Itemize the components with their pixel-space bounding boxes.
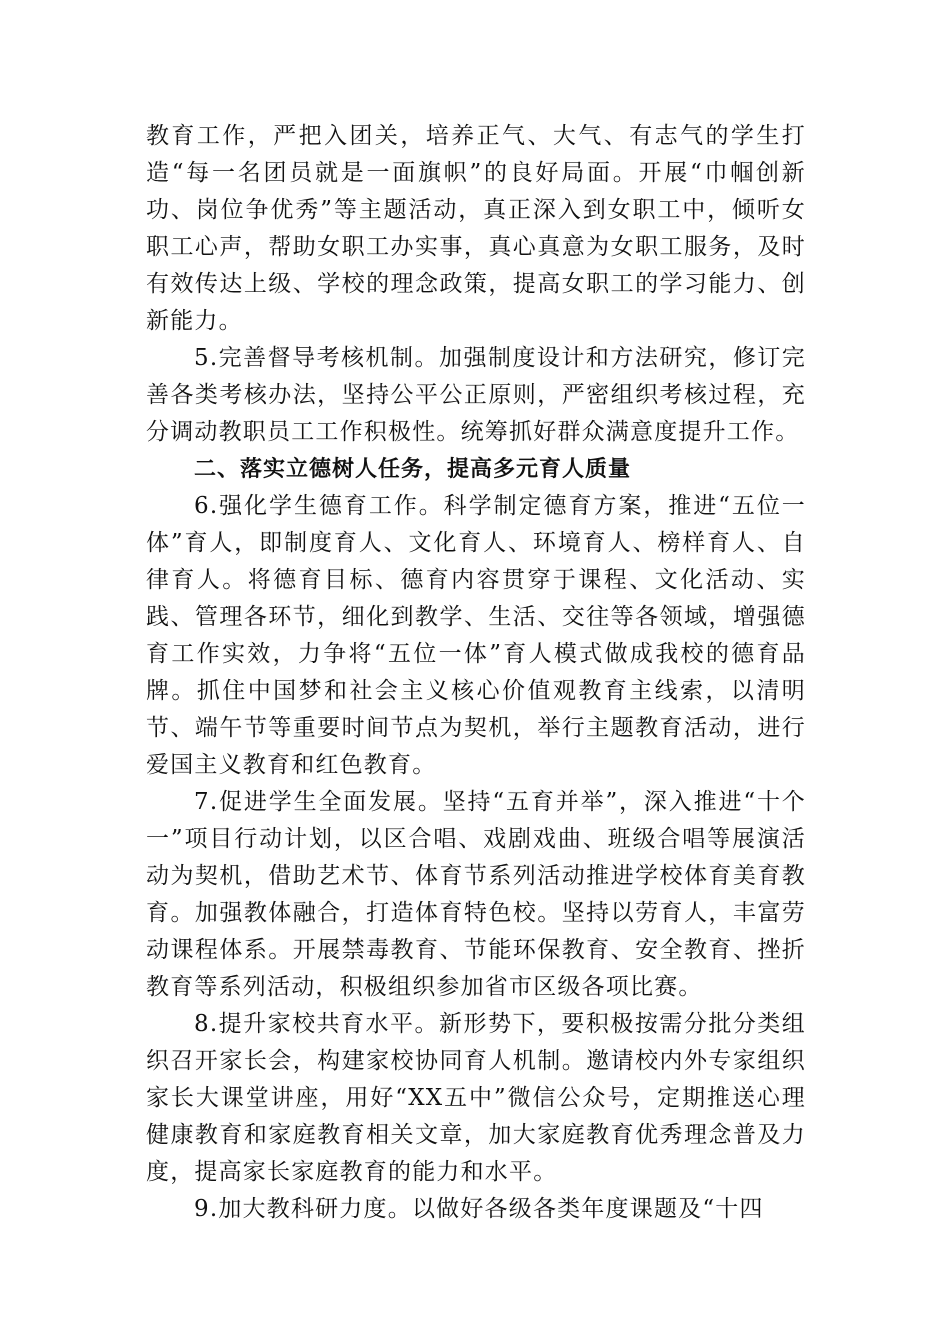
- paragraph-item-5: 5.完善督导考核机制。加强制度设计和方法研究，修订完善各类考核办法，坚持公平公正原则，严密组织考核过程，充分调动教职员工工作积极性。统筹抓好群众满意度提升工作。: [146, 345, 806, 445]
- document-page: [146, 118, 806, 1228]
- paragraph-item-7: 7.促进学生全面发展。坚持“五育并举”，深入推进“十个一”项目行动计划，以区合唱、戏剧戏曲、班级合唱等展演活动为契机，借助艺术节、体育节系列活动推进学校体育美育教育。加强教体融合，打造体育特色校。坚持以劳育人，丰富劳动课程体系。开展禁毒教育、节能环保教育、安全教育、挫折教育等系列活动，积极组织参加省市区级各项比赛。: [146, 789, 806, 1000]
- paragraph-item-8: 8.提升家校共育水平。新形势下，要积极按需分批分类组织召开家长会，构建家校协同育人机制。邀请校内外专家组织家长大课堂讲座，用好“XX五中”微信公众号，定期推送心理健康教育和家庭教育相关文章，加大家庭教育优秀理念普及力度，提高家长家庭教育的能力和水平。: [146, 1011, 806, 1185]
- section-heading-2: 二、落实立德树人任务，提高多元育人质量: [194, 457, 632, 482]
- paragraph-item-9: 9.加大教科研力度。以做好各级各类年度课题及“十四: [194, 1196, 764, 1222]
- paragraph-item-6: 6.强化学生德育工作。科学制定德育方案，推进“五位一体”育人，即制度育人、文化育人、环境育人、榜样育人、自律育人。将德育目标、德育内容贯穿于课程、文化活动、实践、管理各环节，细化到教学、生活、交往等各领域，增强德育工作实效，力争将“五位一体”育人模式做成我校的德育品牌。抓住中国梦和社会主义核心价值观教育主线索，以清明节、端午节等重要时间节点为契机，举行主题教育活动，进行爱国主义教育和红色教育。: [146, 493, 806, 778]
- paragraph-continued: 教育工作，严把入团关，培养正气、大气、有志气的学生打造“每一名团员就是一面旗帜”的良好局面。开展“巾帼创新功、岗位争优秀”等主题活动，真正深入到女职工中，倾听女职工心声，帮助女职工办实事，真心真意为女职工服务，及时有效传达上级、学校的理念政策，提高女职工的学习能力、创新能力。: [146, 123, 806, 334]
